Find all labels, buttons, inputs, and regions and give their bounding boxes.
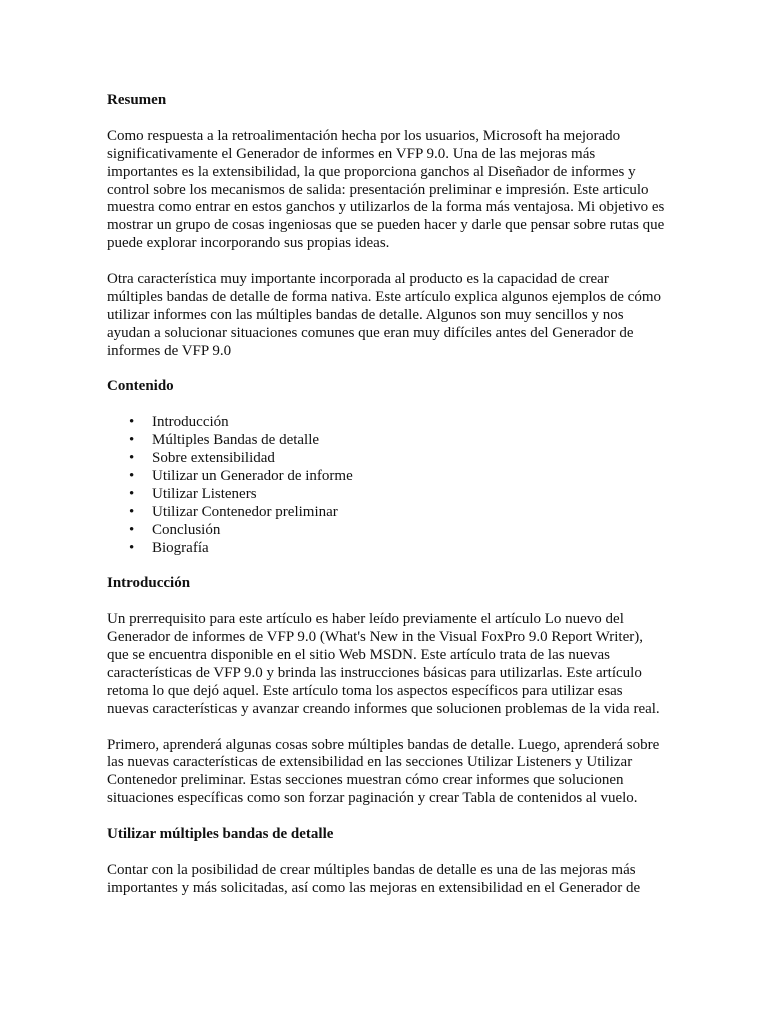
bullet-icon: • [129, 414, 135, 431]
paragraph-introduccion-2: Primero, aprenderá algunas cosas sobre múltiples bandas de detalle. Luego, aprenderá sobre las nuevas características de extensibilidad en las secciones Utilizar Listeners y Utilizar Contenedor preliminar. Estas secciones muestran cómo crear informes que solucionen situaciones específicas como son forzar paginación y crear Tabla de contenidos al vuelo. [107, 736, 660, 807]
list-item-label: Sobre extensibilidad [152, 450, 275, 467]
paragraph-multiples-1: Contar con la posibilidad de crear múltiples bandas de detalle es una de las mejoras más importantes y más solicitadas, así como las mejoras en extensibilidad en el Generador de [107, 861, 641, 896]
heading-multiples-bandas: Utilizar múltiples bandas de detalle [107, 826, 334, 843]
list-item [129, 467, 667, 486]
list-item-label: Utilizar Contenedor preliminar [152, 503, 338, 520]
list-item [129, 450, 667, 468]
list-item [129, 521, 667, 540]
list-item [129, 414, 667, 432]
paragraph-resumen-2: Otra característica muy importante incorporada al producto es la capacidad de crear múltiples bandas de detalle de forma nativa. Este artículo explica algunos ejemplos de cómo utilizar informes con las múltiples bandas de detalle. Algunos son muy sencillos y nos ayudan a solucionar situaciones comunes que eran muy difíciles antes del Generador de informes de VFP 9.0 [107, 271, 661, 359]
bullet-icon: • [129, 467, 135, 484]
bullet-icon: • [129, 450, 135, 467]
bullet-icon: • [129, 432, 135, 449]
contents-list [107, 414, 667, 557]
bullet-icon: • [129, 521, 135, 538]
bullet-icon: • [129, 539, 135, 556]
list-item-label: Biografía [152, 539, 209, 556]
list-item [129, 503, 667, 522]
document-page [107, 92, 667, 916]
heading-contenido: Contenido [107, 378, 174, 395]
list-item-label: Utilizar un Generador de informe [152, 467, 353, 484]
heading-resumen: Resumen [107, 92, 167, 108]
bullet-icon: • [129, 485, 135, 502]
list-item [129, 485, 667, 504]
list-item [129, 539, 667, 558]
list-item-label: Introducción [152, 414, 229, 431]
paragraph-resumen-1: Como respuesta a la retroalimentación hecha por los usuarios, Microsoft ha mejorado significativamente el Generador de informes en VFP 9.0. Una de las mejoras más importantes es la extensibilidad, la que proporciona ganchos al Diseñador de informes y control sobre los mecanismos de salida: presentación preliminar e impresión. Este articulo muestra como entrar en estos ganchos y utilizarlos de la forma más ventajosa. Mi objetivo es mostrar un grupo de cosas ingeniosas que se pueden hacer y darle que pensar sobre rutas que puede explorar incorporando sus propias ideas. [107, 127, 665, 252]
list-item [129, 432, 667, 450]
list-item-label: Conclusión [152, 521, 221, 538]
paragraph-introduccion-1: Un prerrequisito para este artículo es haber leído previamente el artículo Lo nuevo del Generador de informes de VFP 9.0 (What's New in the Visual FoxPro 9.0 Report Writer), que se encuentra disponible en el sitio Web MSDN. Este artículo trata de las nuevas características de VFP 9.0 y brinda las instrucciones básicas para utilizarlas. Este artículo retoma lo que dejó aquel. Este artículo toma los aspectos específicos para utilizar esas nuevas características y avanzar creando informes que solucionen problemas de la vida real. [107, 611, 660, 717]
heading-introduccion: Introducción [107, 575, 191, 592]
bullet-icon: • [129, 503, 135, 520]
list-item-label: Múltiples Bandas de detalle [152, 432, 320, 449]
list-item-label: Utilizar Listeners [152, 485, 257, 502]
